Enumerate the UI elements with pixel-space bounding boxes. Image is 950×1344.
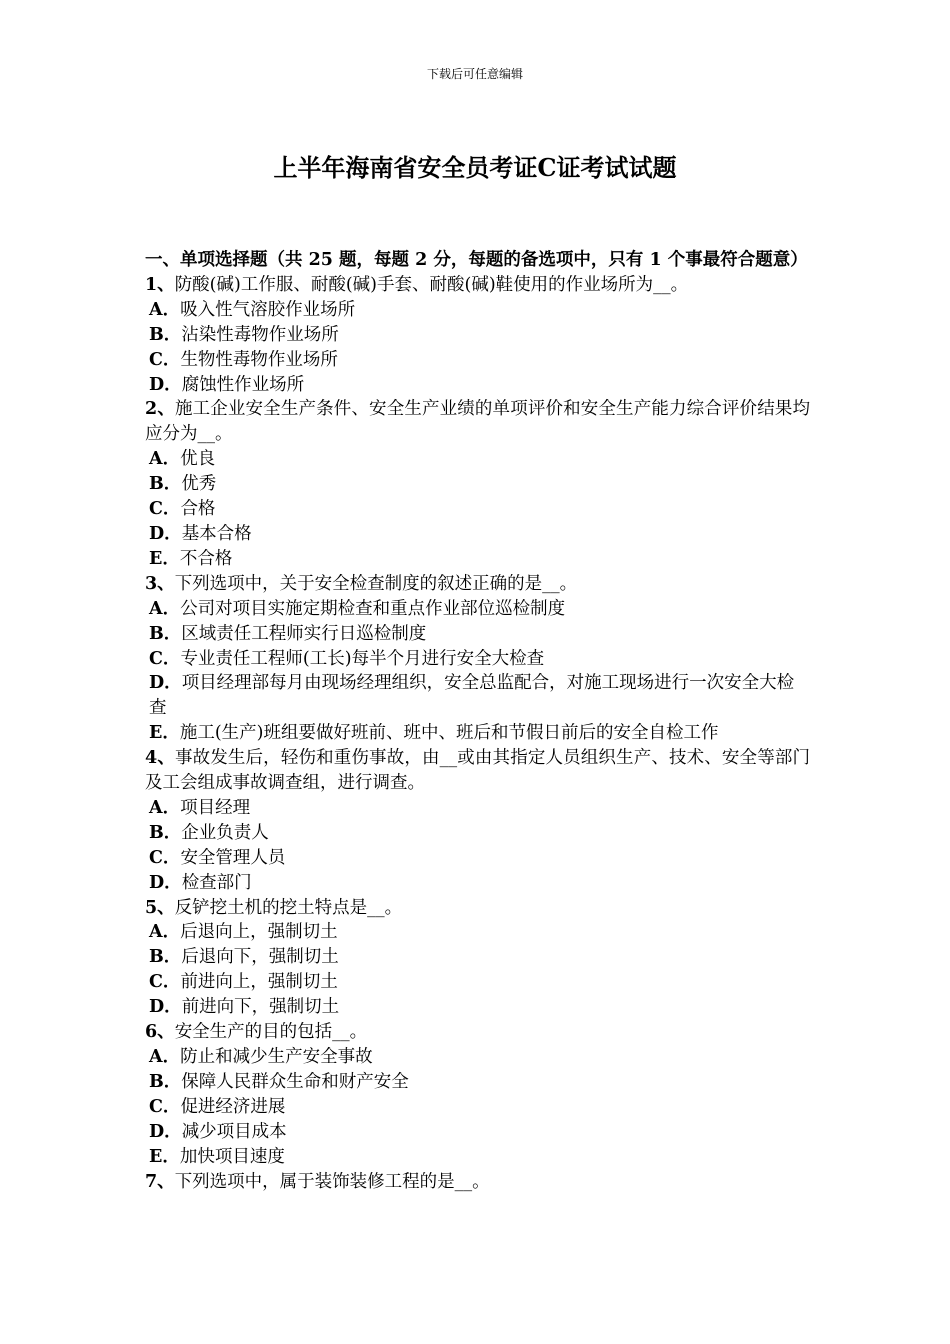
question-number: 7、 xyxy=(145,1171,175,1192)
option-text: 促进经济进展 xyxy=(180,1096,286,1117)
option-text: 沾染性毒物作业场所 xyxy=(181,324,339,345)
question-number: 2、 xyxy=(145,399,175,420)
answer-option xyxy=(145,622,810,647)
option-letter: E． xyxy=(149,1146,180,1167)
question-text: 反铲挖土机的挖土特点是__。 xyxy=(174,897,403,918)
option-letter: A． xyxy=(149,299,181,320)
option-letter: D． xyxy=(149,872,182,893)
option-letter: B． xyxy=(149,474,182,495)
option-text: 施工(生产)班组要做好班前、班中、班后和节假日前后的安全自检工作 xyxy=(179,723,719,744)
option-text: 生物性毒物作业场所 xyxy=(180,349,338,370)
option-text: 吸入性气溶胶作业场所 xyxy=(180,299,356,320)
document-body xyxy=(145,248,810,1194)
answer-option xyxy=(145,821,810,846)
option-text: 防止和减少生产安全事故 xyxy=(180,1047,373,1067)
option-text: 优良 xyxy=(180,449,216,470)
answer-option xyxy=(145,671,810,721)
question-stem xyxy=(145,1170,810,1195)
option-text: 后退向上，强制切土 xyxy=(180,922,338,943)
answer-option xyxy=(145,547,810,572)
question-number: 3、 xyxy=(145,573,175,594)
option-letter: A． xyxy=(149,449,181,470)
question-number: 6、 xyxy=(145,1022,175,1043)
option-letter: C． xyxy=(149,499,181,520)
answer-option xyxy=(145,846,810,871)
question-text: 事故发生后，轻伤和重伤事故，由__或由其指定人员组织生产、技术、安全等部门及工会组成事故调查组，进行调查。 xyxy=(145,748,810,794)
option-letter: D． xyxy=(149,1121,182,1142)
option-text: 企业负责人 xyxy=(181,822,269,843)
answer-option xyxy=(145,945,810,970)
question-4 xyxy=(145,746,810,895)
question-stem xyxy=(145,1020,810,1045)
option-letter: A． xyxy=(149,1047,181,1067)
answer-option xyxy=(145,970,810,995)
answer-option xyxy=(145,373,810,398)
answer-option xyxy=(145,323,810,348)
option-letter: C． xyxy=(149,648,181,669)
section-heading: 一、单项选择题（共 25 题，每题 2 分，每题的备选项中，只有 1 个事最符合题意） xyxy=(145,250,808,270)
question-6 xyxy=(145,1020,810,1169)
option-text: 专业责任工程师(工长)每半个月进行安全大检查 xyxy=(180,648,545,669)
question-number: 1、 xyxy=(145,274,175,295)
option-letter: B． xyxy=(149,324,182,345)
question-stem xyxy=(145,746,810,796)
answer-option xyxy=(145,1145,810,1170)
option-text: 项目经理 xyxy=(180,797,251,818)
option-text: 保障人民群众生命和财产安全 xyxy=(181,1071,409,1092)
option-text: 优秀 xyxy=(181,474,217,495)
answer-option xyxy=(145,995,810,1020)
answer-option xyxy=(145,721,810,746)
option-text: 合格 xyxy=(180,499,216,520)
answer-option xyxy=(145,1045,810,1070)
option-text: 不合格 xyxy=(179,548,233,569)
option-text: 前进向上，强制切土 xyxy=(180,972,338,993)
option-letter: E． xyxy=(149,723,180,744)
option-text: 腐蚀性作业场所 xyxy=(181,374,305,395)
answer-option xyxy=(145,597,810,622)
option-text: 安全管理人员 xyxy=(180,847,286,868)
answer-option xyxy=(145,1095,810,1120)
answer-option xyxy=(145,447,810,472)
option-text: 加快项目速度 xyxy=(179,1146,285,1167)
answer-option xyxy=(145,871,810,896)
option-letter: B． xyxy=(149,1071,182,1092)
question-1 xyxy=(145,273,810,398)
question-text: 下列选项中，关于安全检查制度的叙述正确的是__。 xyxy=(174,573,578,594)
answer-option xyxy=(145,348,810,373)
option-letter: D． xyxy=(149,997,182,1018)
option-letter: C． xyxy=(149,1096,181,1117)
question-text: 施工企业安全生产条件、安全生产业绩的单项评价和安全生产能力综合评价结果均应分为__。 xyxy=(145,399,810,445)
question-3 xyxy=(145,572,810,746)
question-stem xyxy=(145,273,810,298)
option-text: 基本合格 xyxy=(181,523,252,544)
answer-option xyxy=(145,298,810,323)
option-letter: C． xyxy=(149,847,181,868)
answer-option xyxy=(145,1120,810,1145)
header-note: 下载后可任意编辑 xyxy=(426,67,523,81)
option-letter: A． xyxy=(149,797,181,818)
question-text: 下列选项中，属于装饰装修工程的是__。 xyxy=(174,1171,490,1192)
option-letter: C． xyxy=(149,972,181,993)
option-text: 区域责任工程师实行日巡检制度 xyxy=(181,623,427,644)
option-letter: D． xyxy=(149,374,182,395)
question-list xyxy=(145,273,810,1195)
option-letter: B． xyxy=(149,947,182,968)
option-text: 公司对项目实施定期检查和重点作业部位巡检制度 xyxy=(180,598,566,619)
option-text: 项目经理部每月由现场经理组织，安全总监配合，对施工现场进行一次安全大检查 xyxy=(149,673,795,719)
question-5 xyxy=(145,896,810,1021)
question-number: 5、 xyxy=(145,897,175,918)
option-letter: D． xyxy=(149,523,182,544)
question-stem xyxy=(145,397,810,447)
question-text: 安全生产的目的包括__。 xyxy=(174,1022,368,1043)
question-7 xyxy=(145,1170,810,1195)
answer-option xyxy=(145,472,810,497)
answer-option xyxy=(145,497,810,522)
option-letter: A． xyxy=(149,922,181,943)
question-stem xyxy=(145,572,810,597)
option-letter: D． xyxy=(149,673,182,694)
answer-option xyxy=(145,796,810,821)
option-letter: B． xyxy=(149,822,182,843)
answer-option xyxy=(145,1070,810,1095)
option-text: 减少项目成本 xyxy=(181,1121,287,1142)
option-letter: E． xyxy=(149,548,180,569)
option-letter: A． xyxy=(149,598,181,619)
option-letter: B． xyxy=(149,623,182,644)
option-text: 前进向下，强制切土 xyxy=(181,997,340,1018)
question-stem xyxy=(145,896,810,921)
question-2 xyxy=(145,397,810,571)
option-text: 检查部门 xyxy=(181,872,252,893)
answer-option xyxy=(145,647,810,672)
document-title: 上半年海南省安全员考证C证考试试题 xyxy=(273,153,677,182)
question-text: 防酸(碱)工作服、耐酸(碱)手套、耐酸(碱)鞋使用的作业场所为__。 xyxy=(174,274,689,295)
answer-option xyxy=(145,920,810,945)
option-text: 后退向下，强制切土 xyxy=(181,947,339,968)
answer-option xyxy=(145,522,810,547)
option-letter: C． xyxy=(149,349,181,370)
question-number: 4、 xyxy=(145,748,175,769)
